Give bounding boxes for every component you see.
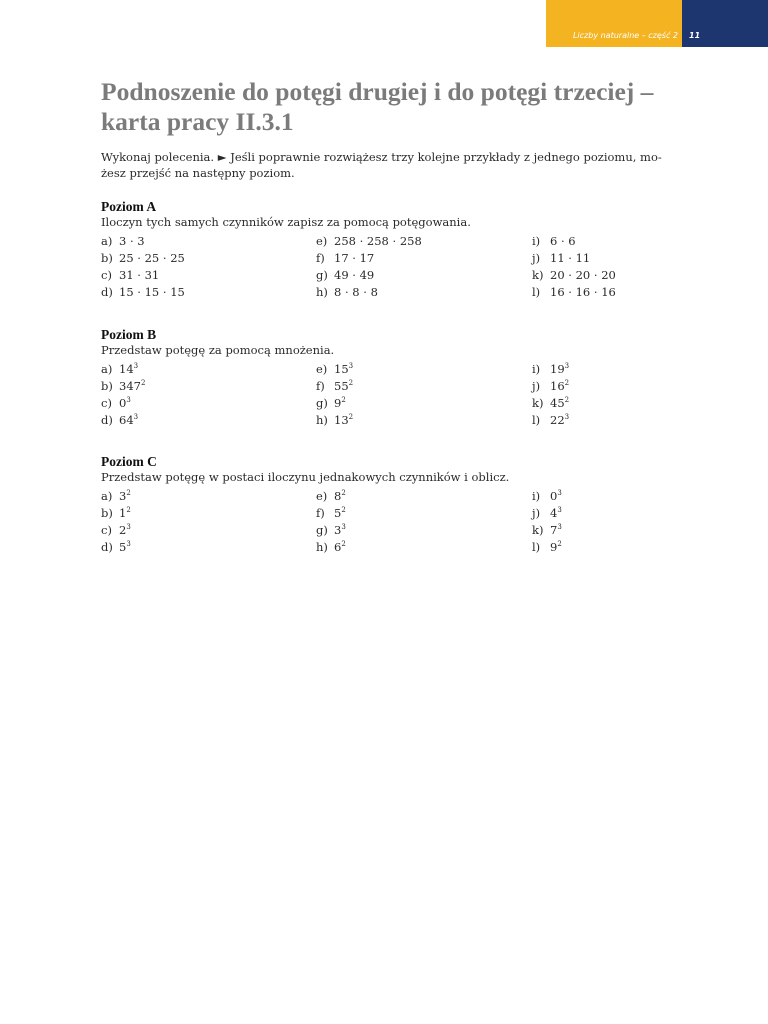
section-title: Poziom B — [101, 327, 157, 342]
exercise-item — [101, 234, 145, 248]
exercise-exponent: 3 — [126, 523, 131, 531]
exercise-label: f) — [316, 251, 325, 265]
exercise-label: l) — [532, 413, 541, 427]
exercise-item — [101, 285, 185, 299]
exercise-label: d) — [101, 413, 113, 427]
exercise-expression: 15 — [334, 362, 349, 376]
exercise-expression: 11 · 11 — [550, 251, 591, 265]
exercise-label: h) — [316, 413, 328, 427]
page-title-line-2: karta pracy II.3.1 — [101, 107, 294, 136]
exercise-expression: 55 — [334, 379, 349, 393]
exercise-item — [532, 234, 576, 248]
page-number: 11 — [689, 31, 701, 40]
exercise-label: i) — [532, 489, 541, 503]
exercise-item — [316, 413, 353, 427]
exercise-label: g) — [316, 396, 328, 410]
exercise-expression: 4 — [550, 506, 558, 520]
exercise-item — [101, 396, 131, 410]
chapter-band — [546, 0, 682, 47]
exercise-expression: 45 — [550, 396, 565, 410]
exercise-expression: 19 — [550, 362, 565, 376]
exercise-label: k) — [532, 396, 544, 410]
exercise-item — [532, 489, 562, 503]
exercise-expression: 14 — [119, 362, 134, 376]
page-number-band — [682, 0, 768, 47]
intro-line-2: żesz przejść na następny poziom. — [101, 166, 295, 180]
exercise-expression: 3 · 3 — [119, 234, 145, 248]
exercise-item — [532, 268, 616, 282]
exercise-exponent: 3 — [557, 506, 562, 514]
exercise-label: k) — [532, 268, 544, 282]
exercise-item — [316, 234, 422, 248]
exercise-label: k) — [532, 523, 544, 537]
exercise-label: j) — [532, 251, 541, 265]
exercise-label: c) — [101, 268, 112, 282]
section-instruction: Przedstaw potęgę za pomocą mnożenia. — [101, 343, 335, 357]
exercise-item — [101, 523, 131, 537]
exercise-label: g) — [316, 523, 328, 537]
section-poziom-c — [101, 454, 701, 559]
exercise-item — [316, 489, 346, 503]
exercise-label: e) — [316, 362, 328, 376]
exercise-item — [532, 362, 569, 376]
exercise-exponent: 2 — [341, 506, 346, 514]
exercise-exponent: 3 — [557, 489, 562, 497]
section-poziom-b — [101, 327, 701, 432]
exercise-exponent: 3 — [341, 523, 346, 531]
exercise-exponent: 2 — [348, 413, 354, 421]
exercise-label: e) — [316, 234, 328, 248]
exercise-expression: 8 · 8 · 8 — [334, 285, 378, 299]
exercise-list — [101, 489, 701, 559]
exercise-expression: 7 — [550, 523, 558, 537]
chapter-title: Liczby naturalne – część 2 — [572, 31, 678, 40]
exercise-item — [101, 362, 138, 376]
exercise-expression: 0 — [550, 489, 558, 503]
exercise-label: j) — [532, 379, 541, 393]
exercise-item — [316, 540, 346, 554]
exercise-exponent: 3 — [348, 362, 354, 370]
exercise-expression: 25 · 25 · 25 — [119, 251, 185, 265]
exercise-expression: 6 — [334, 540, 342, 554]
exercise-expression: 13 — [334, 413, 349, 427]
exercise-label: b) — [101, 379, 113, 393]
exercise-expression: 3 — [334, 523, 342, 537]
exercise-item — [316, 362, 353, 376]
exercise-label: a) — [101, 234, 113, 248]
exercise-expression: 64 — [119, 413, 134, 427]
exercise-item — [316, 506, 346, 520]
exercise-item — [101, 268, 159, 282]
exercise-label: h) — [316, 285, 328, 299]
exercise-exponent: 2 — [564, 379, 570, 387]
page-header — [546, 0, 768, 47]
section-instruction: Przedstaw potęgę w postaci iloczynu jednakowych czynników i oblicz. — [101, 470, 510, 484]
exercise-item — [101, 251, 185, 265]
exercise-expression: 258 · 258 · 258 — [334, 234, 422, 248]
exercise-item — [316, 379, 353, 393]
exercise-item — [532, 523, 562, 537]
page-title-line-1: Podnoszenie do potęgi drugiej i do potęgi trzeciej – — [101, 77, 654, 106]
intro-line-1: Wykonaj polecenia. ► Jeśli poprawnie rozwiążesz trzy kolejne przykłady z jednego poziomu, mo- — [101, 150, 662, 164]
exercise-exponent: 2 — [140, 379, 146, 387]
exercise-label: d) — [101, 540, 113, 554]
exercise-expression: 6 · 6 — [550, 234, 576, 248]
exercise-list — [101, 362, 701, 432]
exercise-item — [532, 285, 616, 299]
exercise-expression: 1 — [119, 506, 127, 520]
exercise-expression: 16 · 16 · 16 — [550, 285, 616, 299]
exercise-label: c) — [101, 523, 112, 537]
exercise-item — [101, 413, 138, 427]
intro-text — [101, 149, 701, 181]
exercise-label: f) — [316, 506, 325, 520]
exercise-item — [532, 506, 562, 520]
exercise-label: j) — [532, 506, 541, 520]
exercise-label: i) — [532, 362, 541, 376]
exercise-expression: 9 — [334, 396, 342, 410]
exercise-expression: 2 — [119, 523, 127, 537]
exercise-item — [316, 396, 346, 410]
exercise-item — [101, 540, 131, 554]
exercise-exponent: 3 — [133, 362, 139, 370]
exercise-label: b) — [101, 506, 113, 520]
exercise-item — [316, 268, 374, 282]
exercise-label: g) — [316, 268, 328, 282]
exercise-exponent: 2 — [341, 540, 346, 548]
exercise-exponent: 3 — [126, 396, 131, 404]
exercise-item — [532, 540, 562, 554]
exercise-exponent: 2 — [341, 489, 346, 497]
section-instruction: Iloczyn tych samych czynników zapisz za pomocą potęgowania. — [101, 215, 471, 229]
exercise-label: f) — [316, 379, 325, 393]
exercise-exponent: 2 — [557, 540, 562, 548]
exercise-expression: 5 — [334, 506, 342, 520]
exercise-exponent: 2 — [564, 396, 570, 404]
exercise-exponent: 2 — [341, 396, 346, 404]
exercise-expression: 20 · 20 · 20 — [550, 268, 616, 282]
exercise-label: l) — [532, 540, 541, 554]
exercise-exponent: 3 — [557, 523, 562, 531]
exercise-expression: 22 — [550, 413, 565, 427]
exercise-exponent: 3 — [564, 413, 570, 421]
exercise-exponent: 3 — [564, 362, 570, 370]
section-title: Poziom A — [101, 199, 157, 214]
exercise-item — [532, 413, 569, 427]
exercise-expression: 0 — [119, 396, 127, 410]
exercise-expression: 9 — [550, 540, 558, 554]
exercise-expression: 16 — [550, 379, 565, 393]
page-title — [101, 77, 701, 137]
exercise-label: l) — [532, 285, 541, 299]
exercise-expression: 5 — [119, 540, 127, 554]
section-title: Poziom C — [101, 454, 157, 469]
exercise-item — [101, 379, 145, 393]
exercise-expression: 3 — [119, 489, 127, 503]
exercise-label: h) — [316, 540, 328, 554]
exercise-expression: 347 — [119, 379, 141, 393]
exercise-item — [532, 396, 569, 410]
exercise-item — [101, 489, 131, 503]
exercise-exponent: 2 — [126, 489, 131, 497]
exercise-label: a) — [101, 362, 113, 376]
exercise-exponent: 3 — [126, 540, 131, 548]
exercise-item — [532, 379, 569, 393]
exercise-label: b) — [101, 251, 113, 265]
exercise-item — [316, 523, 346, 537]
exercise-label: a) — [101, 489, 113, 503]
exercise-expression: 17 · 17 — [334, 251, 375, 265]
exercise-exponent: 3 — [133, 413, 139, 421]
exercise-expression: 15 · 15 · 15 — [119, 285, 185, 299]
exercise-list — [101, 234, 701, 304]
exercise-label: e) — [316, 489, 328, 503]
section-poziom-a — [101, 199, 701, 304]
exercise-exponent: 2 — [348, 379, 354, 387]
exercise-item — [316, 251, 374, 265]
exercise-expression: 8 — [334, 489, 342, 503]
exercise-item — [532, 251, 590, 265]
exercise-label: i) — [532, 234, 541, 248]
exercise-label: d) — [101, 285, 113, 299]
exercise-label: c) — [101, 396, 112, 410]
exercise-expression: 49 · 49 — [334, 268, 375, 282]
exercise-item — [316, 285, 378, 299]
exercise-item — [101, 506, 131, 520]
exercise-exponent: 2 — [126, 506, 131, 514]
exercise-expression: 31 · 31 — [119, 268, 160, 282]
